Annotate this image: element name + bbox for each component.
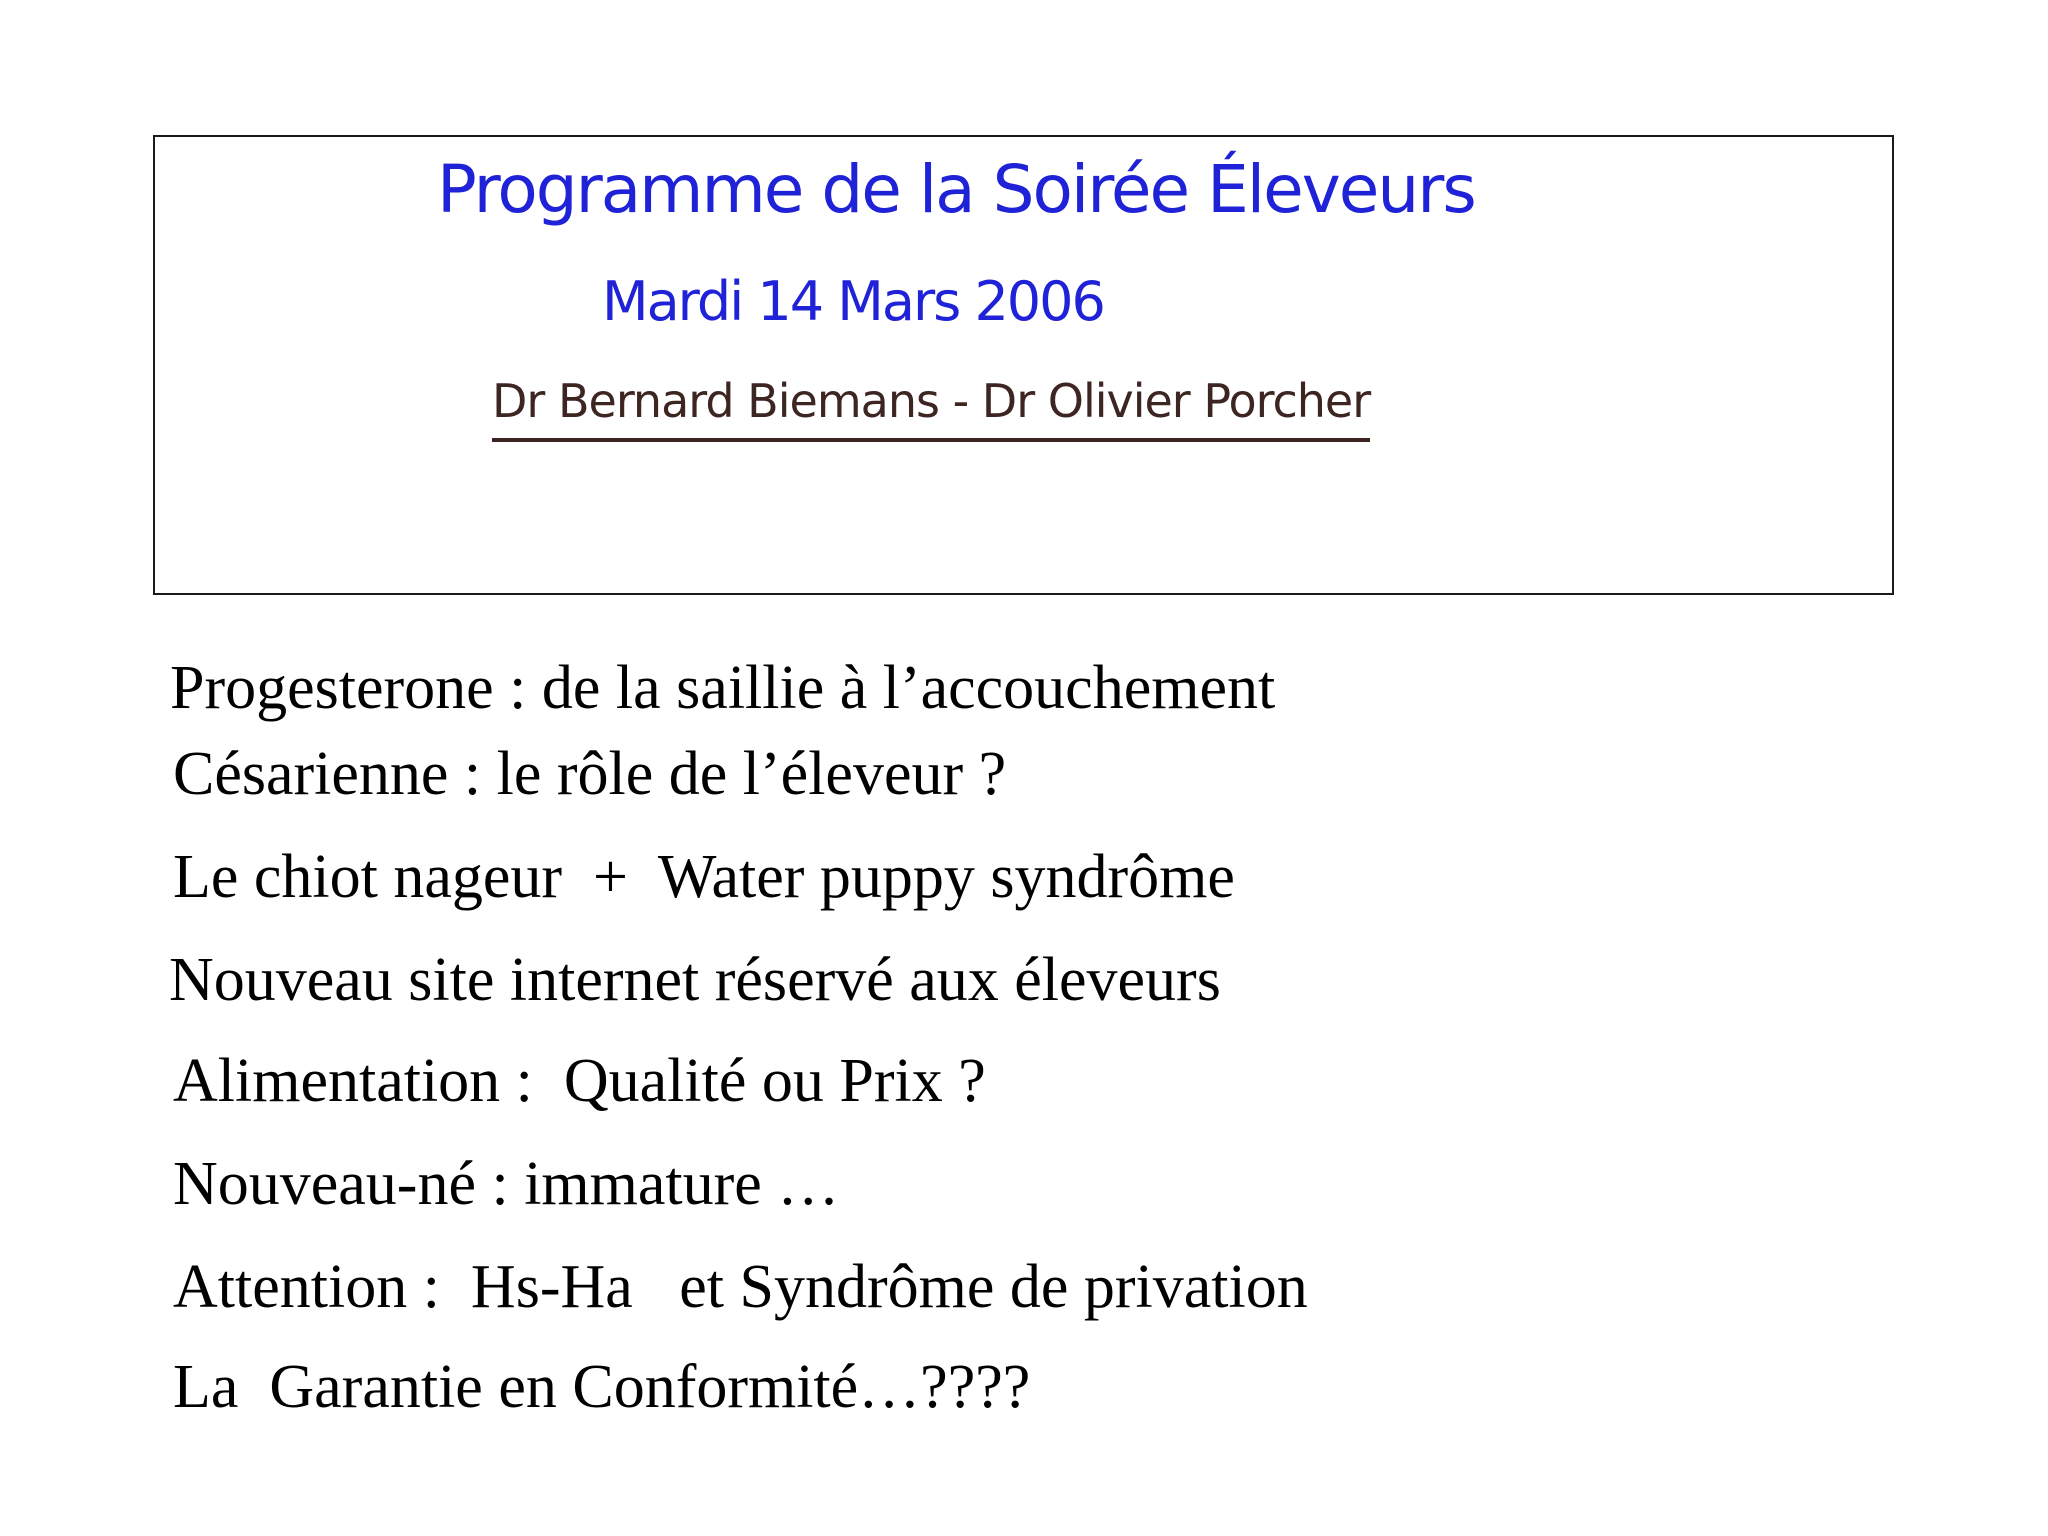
topic-item-nouveau-ne: Nouveau-né : immature … [173, 1150, 840, 1218]
topic-item-alimentation: Alimentation : Qualité ou Prix ? [173, 1047, 986, 1115]
topic-item-attention: Attention : Hs-Ha et Syndrôme de privation [173, 1253, 1308, 1321]
authors-line: Dr Bernard Biemans - Dr Olivier Porcher [492, 372, 1370, 442]
program-title: Programme de la Soirée Éleveurs [437, 151, 1475, 228]
topic-item-chiot-nageur: Le chiot nageur + Water puppy syndrôme [173, 843, 1235, 911]
topic-item-site-internet: Nouveau site internet réservé aux éleveurs [169, 946, 1221, 1014]
event-date: Mardi 14 Mars 2006 [602, 270, 1104, 333]
topic-item-garantie: La Garantie en Conformité…???? [173, 1353, 1031, 1421]
topic-item-cesarienne: Césarienne : le rôle de l’éleveur ? [173, 740, 1007, 808]
topic-item-progesterone: Progesterone : de la saillie à l’accouchement [170, 654, 1276, 722]
